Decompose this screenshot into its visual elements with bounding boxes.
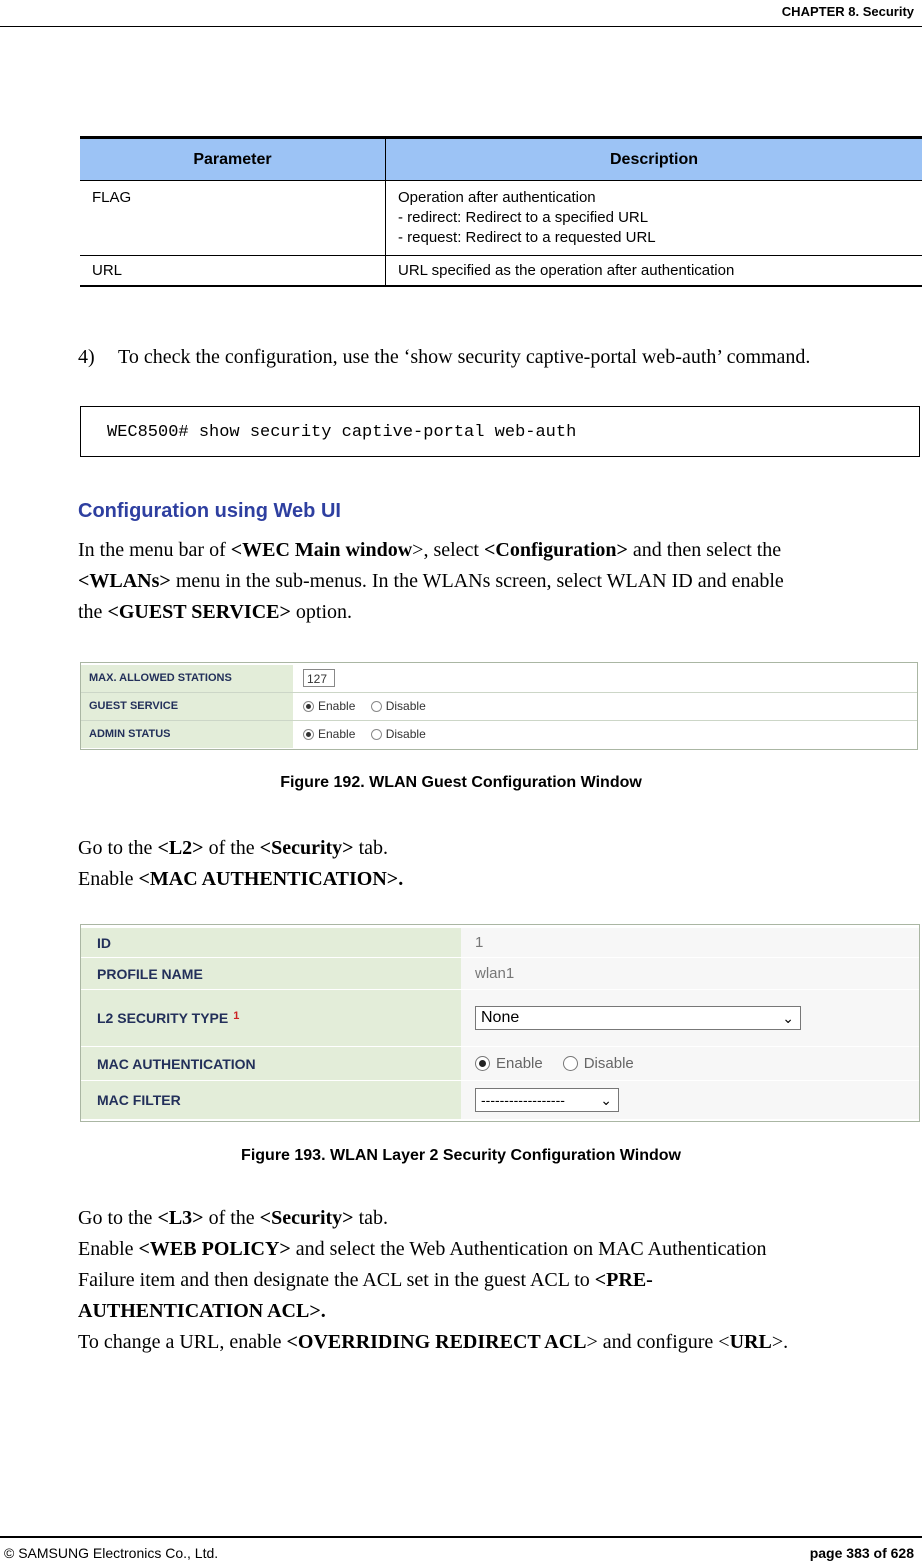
command-box xyxy=(80,406,920,457)
radio-label: Enable xyxy=(318,699,356,713)
para-line xyxy=(78,1296,788,1327)
form-row-id xyxy=(81,928,919,958)
text: Go to the xyxy=(78,837,158,859)
form-value xyxy=(303,693,426,720)
form-value xyxy=(303,665,335,692)
para-line xyxy=(78,535,784,566)
footer-page-number: page 383 of 628 xyxy=(809,1545,914,1561)
table-header-row xyxy=(80,138,922,181)
select-value: None xyxy=(481,1009,520,1026)
para-line xyxy=(78,864,403,895)
select-value: ------------------ xyxy=(481,1092,565,1108)
para-line xyxy=(78,833,403,864)
form-row-guest-service xyxy=(81,693,917,721)
radio-label: Disable xyxy=(583,1055,634,1072)
command-text: WEC8500# show security captive-portal web-auth xyxy=(107,423,577,442)
text: >. xyxy=(771,1331,789,1353)
chevron-down-icon: ⌄ xyxy=(600,1092,612,1108)
guest-disable-radio[interactable] xyxy=(371,701,382,712)
paragraph-web-ui xyxy=(78,535,784,628)
parameter-table xyxy=(80,136,922,287)
bold-text: <WLANs> xyxy=(78,570,171,592)
max-stations-input[interactable]: 127 xyxy=(303,669,335,687)
step-number: 4) xyxy=(78,346,95,368)
text: > and configure < xyxy=(586,1331,730,1353)
step-4 xyxy=(78,346,810,369)
form-value: 1 xyxy=(461,928,919,957)
form-row-max-stations xyxy=(81,665,917,693)
table-row xyxy=(80,181,922,256)
table-row xyxy=(80,256,922,287)
text: option. xyxy=(290,601,353,623)
mac-auth-disable-radio[interactable] xyxy=(563,1056,578,1071)
bold-text: <GUEST SERVICE> xyxy=(107,601,291,623)
column-header-description: Description xyxy=(386,138,922,181)
desc-line: - redirect: Redirect to a specified URL xyxy=(398,209,649,226)
form-value xyxy=(461,990,919,1046)
column-header-parameter: Parameter xyxy=(80,138,386,181)
admin-disable-radio[interactable] xyxy=(371,729,382,740)
form-label: ID xyxy=(81,928,461,957)
desc-line: Operation after authentication xyxy=(398,189,596,206)
desc-cell xyxy=(386,181,922,256)
form-row-l2-security-type xyxy=(81,990,919,1047)
form-value: wlan1 xyxy=(461,958,919,989)
l2-security-type-select[interactable] xyxy=(475,1006,801,1030)
form-label: PROFILE NAME xyxy=(81,958,461,989)
text: menu in the sub-menus. In the WLANs screen, select WLAN ID and enable xyxy=(170,570,784,592)
form-value xyxy=(303,721,426,748)
bold-text: <L3> xyxy=(157,1207,204,1229)
paragraph-l2 xyxy=(78,833,403,895)
radio-label: Enable xyxy=(318,727,356,741)
radio-label: Disable xyxy=(385,727,426,741)
form-label: ADMIN STATUS xyxy=(81,721,293,748)
footnote-marker: 1 xyxy=(233,1010,240,1022)
text: Enable xyxy=(78,868,139,890)
bold-text: <WEC Main window xyxy=(230,539,413,561)
text: In the menu bar of xyxy=(78,539,231,561)
label-text: L2 SECURITY TYPE xyxy=(97,1010,229,1026)
step-text: To check the configuration, use the ‘show security captive-portal web-auth’ command. xyxy=(118,346,811,368)
desc-cell: URL specified as the operation after authentication xyxy=(386,256,922,287)
form-value xyxy=(461,1047,919,1080)
para-line xyxy=(78,597,784,628)
para-line xyxy=(78,1265,788,1296)
mac-auth-enable-radio[interactable] xyxy=(475,1056,490,1071)
guest-enable-radio[interactable] xyxy=(303,701,314,712)
bold-text: <L2> xyxy=(157,837,204,859)
paragraph-l3 xyxy=(78,1203,788,1358)
form-row-mac-filter xyxy=(81,1081,919,1119)
form-label: MAC FILTER xyxy=(81,1081,461,1119)
text: and select the Web Authentication on MAC Authentication xyxy=(290,1238,767,1260)
chapter-header: CHAPTER 8. Security xyxy=(781,4,914,19)
figure-192-caption: Figure 192. WLAN Guest Configuration Window xyxy=(280,774,642,791)
form-label xyxy=(81,990,461,1046)
bold-text: URL xyxy=(729,1331,772,1353)
text: and then select the xyxy=(627,539,782,561)
para-line xyxy=(78,1327,788,1358)
text: tab. xyxy=(353,1207,388,1229)
form-label: MAX. ALLOWED STATIONS xyxy=(81,665,293,692)
bold-text: <Configuration> xyxy=(483,539,628,561)
para-line xyxy=(78,1234,788,1265)
section-heading: Configuration using Web UI xyxy=(78,500,341,522)
chevron-down-icon: ⌄ xyxy=(782,1010,794,1026)
bold-text: <MAC AUTHENTICATION>. xyxy=(138,868,404,890)
figure-193-caption: Figure 193. WLAN Layer 2 Security Configuration Window xyxy=(241,1147,681,1164)
footer-copyright: © SAMSUNG Electronics Co., Ltd. xyxy=(4,1545,219,1561)
admin-enable-radio[interactable] xyxy=(303,729,314,740)
text: of the xyxy=(203,837,260,859)
text: of the xyxy=(203,1207,260,1229)
para-line xyxy=(78,566,784,597)
form-label: GUEST SERVICE xyxy=(81,693,293,720)
bold-text: <WEB POLICY> xyxy=(138,1238,291,1260)
desc-line: - request: Redirect to a requested URL xyxy=(398,229,656,246)
mac-filter-select[interactable] xyxy=(475,1088,619,1112)
bold-text: <PRE- xyxy=(594,1269,653,1291)
para-line xyxy=(78,1203,788,1234)
bold-text: <Security> xyxy=(259,837,354,859)
text: the xyxy=(78,601,108,623)
text: To change a URL, enable xyxy=(78,1331,287,1353)
form-row-profile-name xyxy=(81,958,919,990)
form-label: MAC AUTHENTICATION xyxy=(81,1047,461,1080)
footer-rule xyxy=(0,1536,922,1538)
text: Failure item and then designate the ACL set in the guest ACL to xyxy=(78,1269,595,1291)
figure-193-screenshot xyxy=(80,924,920,1122)
radio-label: Enable xyxy=(496,1055,543,1072)
radio-label: Disable xyxy=(385,699,426,713)
bold-text: AUTHENTICATION ACL>. xyxy=(78,1300,326,1322)
form-row-admin-status xyxy=(81,721,917,748)
bold-text: <OVERRIDING REDIRECT ACL xyxy=(286,1331,587,1353)
text: Go to the xyxy=(78,1207,158,1229)
param-cell: URL xyxy=(80,256,386,287)
form-row-mac-authentication xyxy=(81,1047,919,1081)
figure-192-screenshot xyxy=(80,662,918,750)
param-cell: FLAG xyxy=(80,181,386,256)
header-rule xyxy=(0,26,922,27)
text: >, select xyxy=(412,539,484,561)
text: tab. xyxy=(353,837,388,859)
bold-text: <Security> xyxy=(259,1207,354,1229)
text: Enable xyxy=(78,1238,139,1260)
form-value xyxy=(461,1081,919,1119)
